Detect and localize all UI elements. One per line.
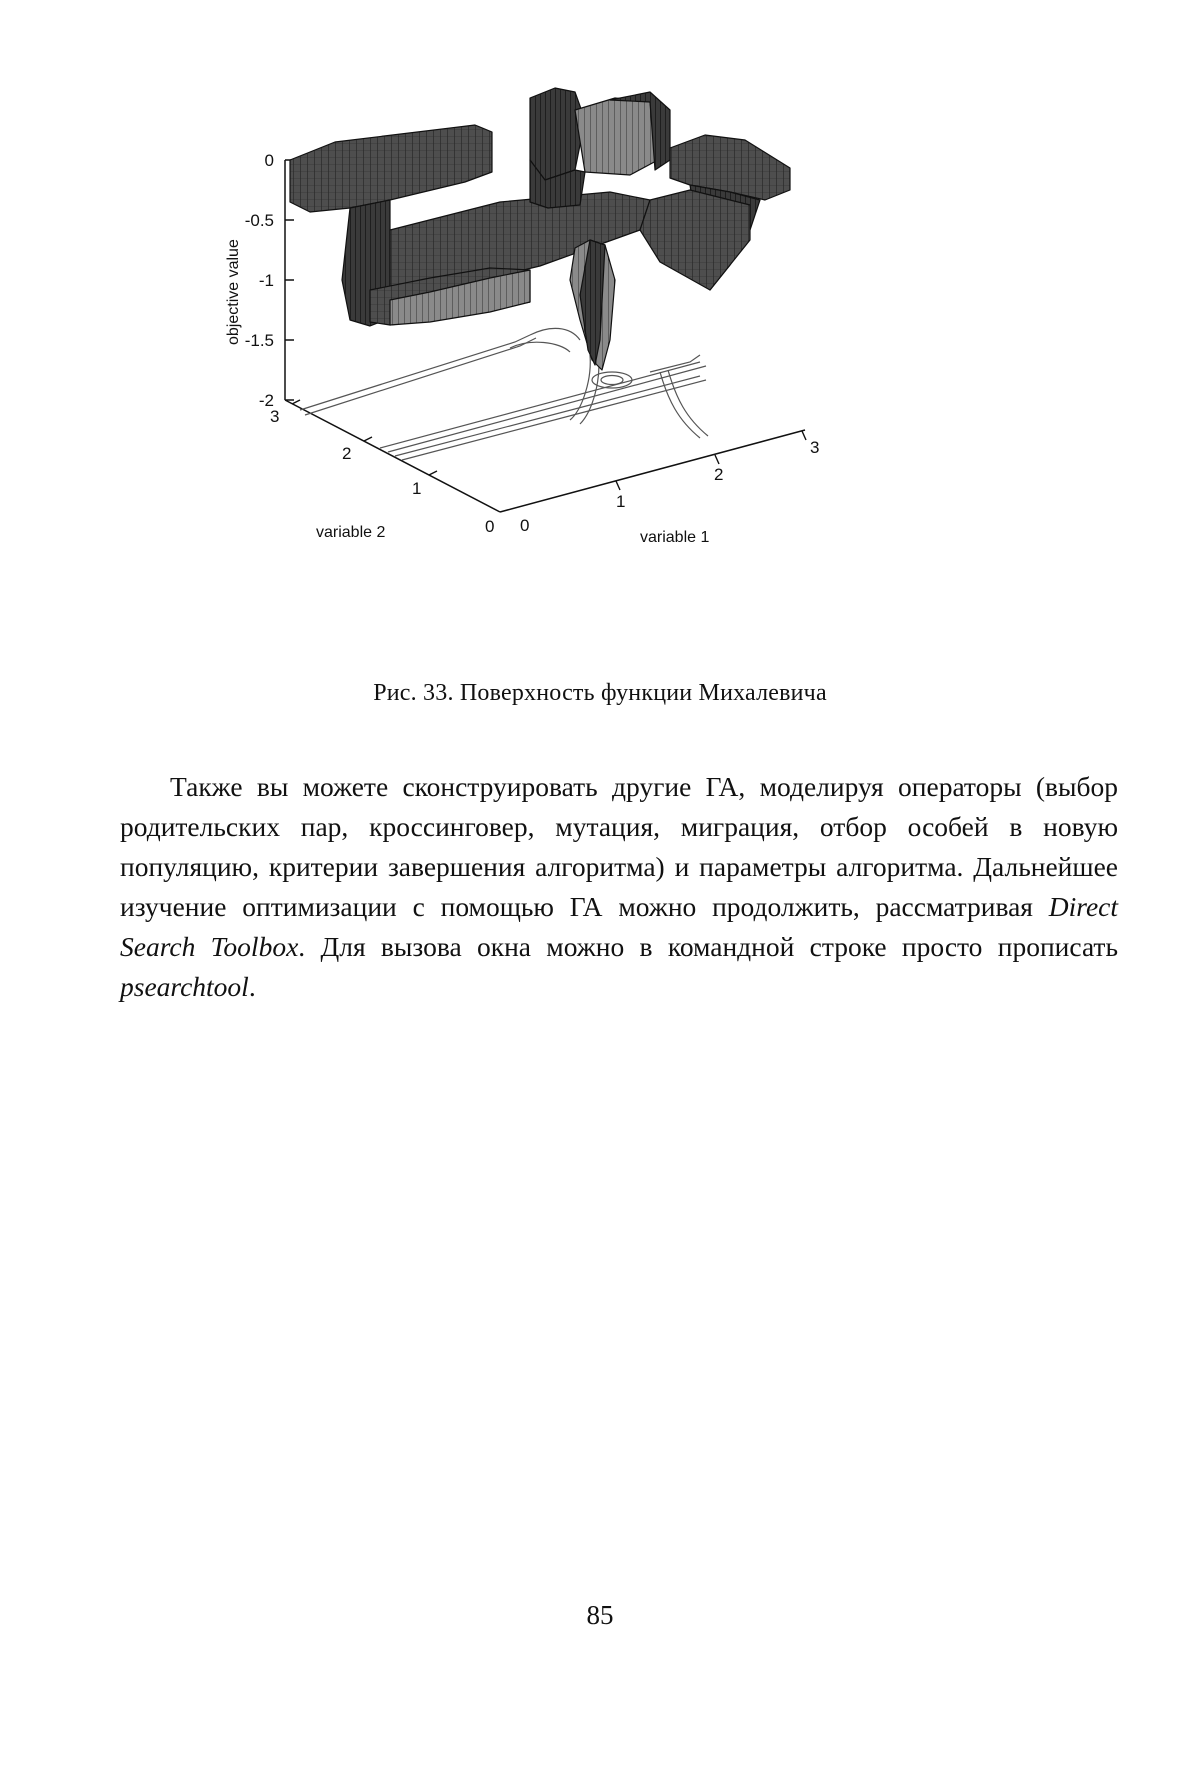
figure-michalewicz-surface [230,80,950,640]
text-italic-direct-search: Direct Search Toolbox [120,891,1118,962]
x-tick-1 [616,481,620,490]
text-part-3: . [249,971,256,1002]
surface-plot [230,80,950,640]
surface [290,88,790,370]
x-tick-label-0: 0 [520,516,529,535]
body-paragraph [120,767,1118,1007]
x-axis [500,430,805,512]
z-tick-label-4: -2 [259,391,274,410]
x-tick-label-2: 2 [714,465,723,484]
y-tick-1 [364,437,372,441]
x-axis-label: variable 1 [640,529,709,546]
y-tick-label-1: 2 [342,444,351,463]
z-tick-label-2: -1 [259,271,274,290]
y-tick-2 [429,471,437,475]
paragraph-text [120,767,1118,1007]
x-tick-3 [802,431,806,440]
y-tick-label-2: 1 [412,479,421,498]
text-part-1: Также вы можете сконструировать другие ГА, моделируя операторы (выбор родительских пар, кроссинговер, мутация, миграция, отбор особей в новую популяцию, критерии завершения алгоритма) и параметры алгоритма. Дальнейшее изучение оптимизации с помощью ГА можно продолжить, рассматривая [120,771,1118,922]
x-tick-label-1: 1 [616,492,625,511]
y-axis [285,400,500,512]
text-italic-psearchtool: psearchtool [120,971,249,1002]
y-tick-label-0: 3 [270,407,279,426]
x-tick-label-3: 3 [810,438,819,457]
page-number: 85 [0,1600,1200,1631]
text-part-2: . Для вызова окна можно в командной строке просто прописать [298,931,1118,962]
y-tick-label-3: 0 [485,517,494,536]
z-tick-label-0: 0 [265,151,274,170]
figure-caption: Рис. 33. Поверхность функции Михалевича [0,680,1200,707]
x-tick-2 [715,455,719,464]
z-tick-label-1: -0.5 [245,211,274,230]
y-axis-label: variable 2 [316,524,385,541]
z-tick-label-3: -1.5 [245,331,274,350]
z-axis-label: objective value [225,239,242,345]
